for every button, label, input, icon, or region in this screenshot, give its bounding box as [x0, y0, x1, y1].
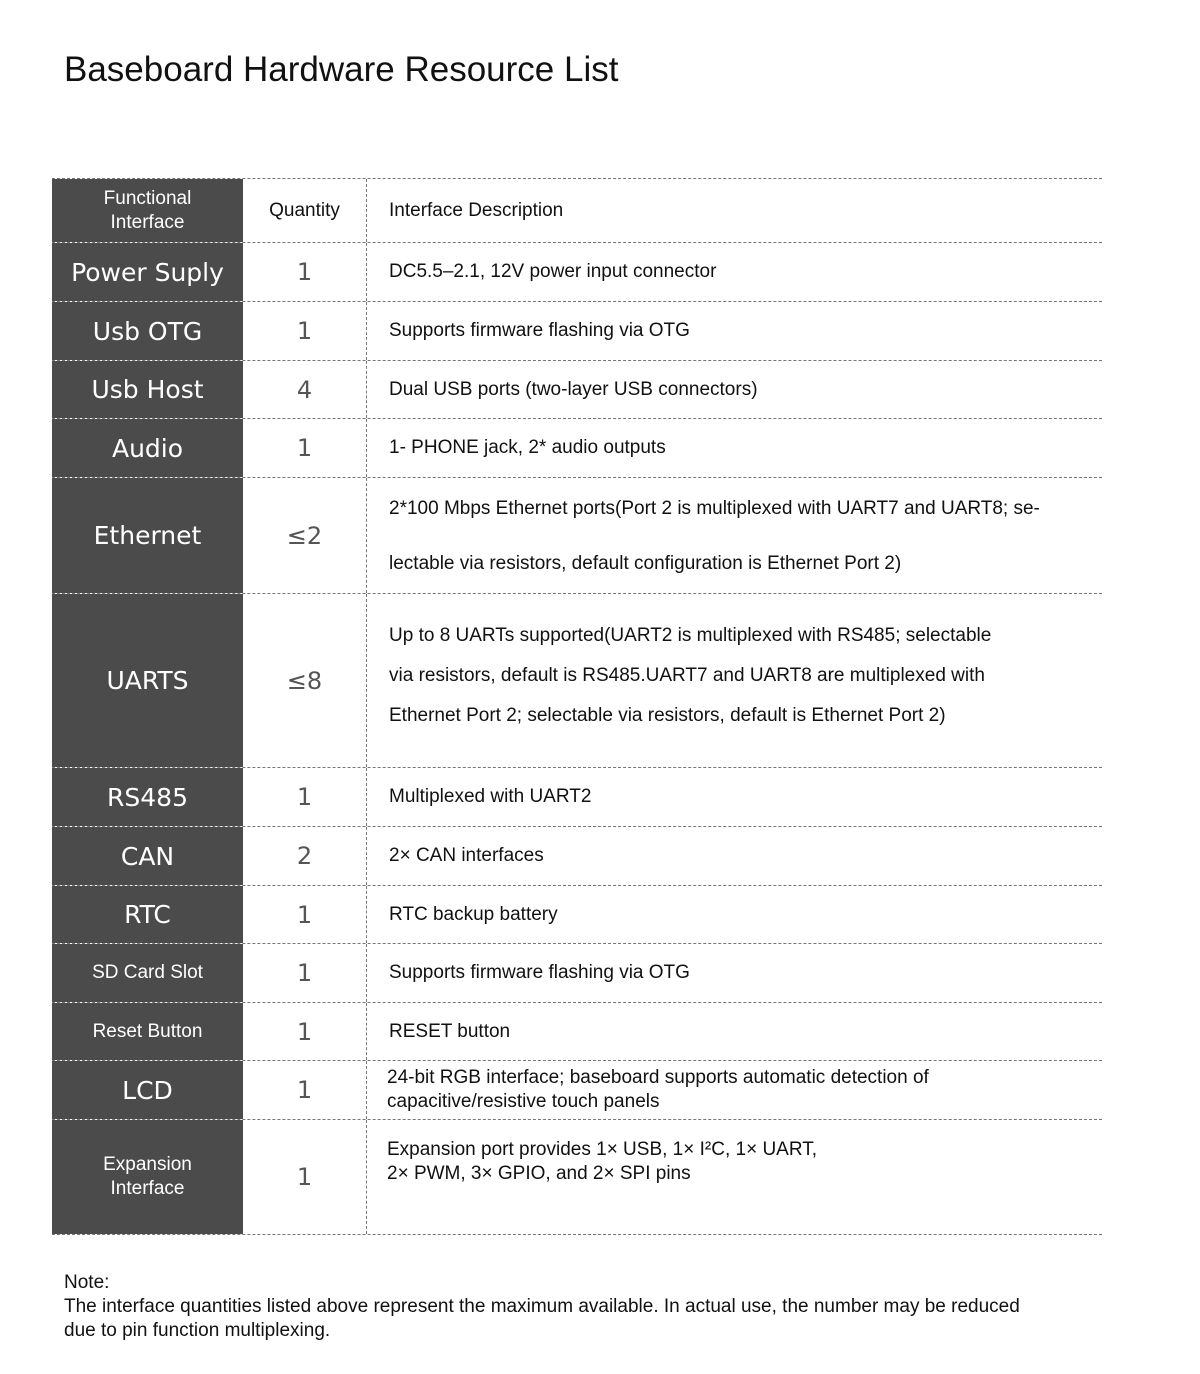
row-description — [367, 243, 1102, 301]
desc-line: RESET button — [389, 1020, 511, 1042]
row-name: UARTS — [52, 594, 243, 767]
table-header-row — [52, 178, 1102, 242]
desc-line: Dual USB ports (two-layer USB connectors) — [389, 378, 758, 400]
desc-line: RTC backup battery — [389, 903, 558, 925]
desc-line: DC5.5–2.1, 12V power input connector — [389, 261, 717, 282]
table-row — [52, 301, 1102, 360]
row-description — [367, 302, 1102, 360]
row-quantity: 1 — [243, 1003, 367, 1060]
row-name: CAN — [52, 827, 243, 885]
desc-line: Expansion port provides 1× USB, 1× I²C, 1× UART, — [387, 1139, 818, 1160]
header-col3-text: Interface Description — [389, 199, 564, 221]
row-name: Ethernet — [52, 478, 243, 593]
desc-line: Supports firmware flashing via OTG — [389, 320, 690, 341]
table-row — [52, 1060, 1102, 1119]
row-quantity: 1 — [243, 243, 367, 301]
row-name: Power Suply — [52, 243, 243, 301]
note-line: due to pin function multiplexing. — [64, 1320, 331, 1341]
desc-line: 2*100 Mbps Ethernet ports(Port 2 is multiplexed with UART7 and UART8; se- — [389, 497, 1040, 519]
table-row — [52, 477, 1102, 593]
row-description — [367, 944, 1102, 1002]
table-row — [52, 242, 1102, 301]
row-quantity: 1 — [243, 419, 367, 477]
row-quantity: 4 — [243, 361, 367, 418]
row-quantity: 1 — [243, 944, 367, 1002]
row-description — [367, 419, 1102, 477]
desc-line: Supports firmware flashing via OTG — [389, 962, 690, 983]
desc-line: capacitive/resistive touch panels — [387, 1091, 660, 1112]
row-name: Reset Button — [52, 1003, 243, 1060]
row-description — [367, 1120, 1102, 1234]
desc-line: Ethernet Port 2; selectable via resistors, default is Ethernet Port 2) — [389, 704, 946, 726]
row-quantity: ≤2 — [243, 478, 367, 593]
table-row — [52, 360, 1102, 418]
desc-line: 2× PWM, 3× GPIO, and 2× SPI pins — [387, 1163, 691, 1184]
row-quantity: 1 — [243, 768, 367, 826]
row-name: Audio — [52, 419, 243, 477]
row-name: SD Card Slot — [52, 944, 243, 1002]
note-section — [64, 1271, 1124, 1343]
table-row — [52, 885, 1102, 943]
row-quantity: 2 — [243, 827, 367, 885]
resource-table — [52, 178, 1102, 1235]
desc-line: Multiplexed with UART2 — [389, 786, 592, 807]
row-name: LCD — [52, 1061, 243, 1119]
table-row — [52, 943, 1102, 1002]
note-line: The interface quantities listed above represent the maximum available. In actual use, the number may be reduced — [64, 1296, 1020, 1317]
row-description — [367, 827, 1102, 885]
desc-line: via resistors, default is RS485.UART7 and UART8 are multiplexed with — [389, 664, 985, 686]
row-description — [367, 768, 1102, 826]
row-quantity: 1 — [243, 1061, 367, 1119]
header-quantity: Quantity — [243, 179, 367, 242]
note-label: Note: — [64, 1272, 110, 1293]
row-name — [52, 1120, 243, 1234]
row-name: Usb OTG — [52, 302, 243, 360]
table-row — [52, 767, 1102, 826]
desc-line: 2× CAN interfaces — [389, 845, 544, 866]
row-name: Usb Host — [52, 361, 243, 418]
header-col1-line1: Functional — [103, 187, 192, 209]
row-quantity: 1 — [243, 302, 367, 360]
table-row — [52, 1002, 1102, 1060]
row-description — [367, 361, 1102, 418]
desc-line: Up to 8 UARTs supported(UART2 is multiplexed with RS485; selectable — [389, 624, 992, 646]
header-col1-line2: Interface — [110, 211, 185, 233]
header-functional-interface — [52, 179, 243, 242]
desc-line: lectable via resistors, default configuration is Ethernet Port 2) — [389, 552, 902, 574]
row-description — [367, 1003, 1102, 1060]
row-name: RTC — [52, 886, 243, 943]
header-interface-description — [367, 179, 1102, 242]
row-description — [367, 886, 1102, 943]
table-row — [52, 593, 1102, 767]
page-title: Baseboard Hardware Resource List — [64, 50, 619, 89]
row-description — [367, 478, 1102, 593]
row-name-line1: Expansion — [103, 1154, 192, 1175]
desc-line: 24-bit RGB interface; baseboard supports automatic detection of — [387, 1067, 929, 1088]
row-description — [367, 594, 1102, 767]
table-row — [52, 418, 1102, 477]
table-row — [52, 826, 1102, 885]
row-quantity: ≤8 — [243, 594, 367, 767]
row-quantity: 1 — [243, 886, 367, 943]
desc-line: 1- PHONE jack, 2* audio outputs — [389, 437, 666, 458]
row-description — [367, 1061, 1102, 1119]
row-name: RS485 — [52, 768, 243, 826]
row-name-line2: Interface — [110, 1178, 185, 1199]
row-quantity: 1 — [243, 1120, 367, 1234]
table-row — [52, 1119, 1102, 1235]
